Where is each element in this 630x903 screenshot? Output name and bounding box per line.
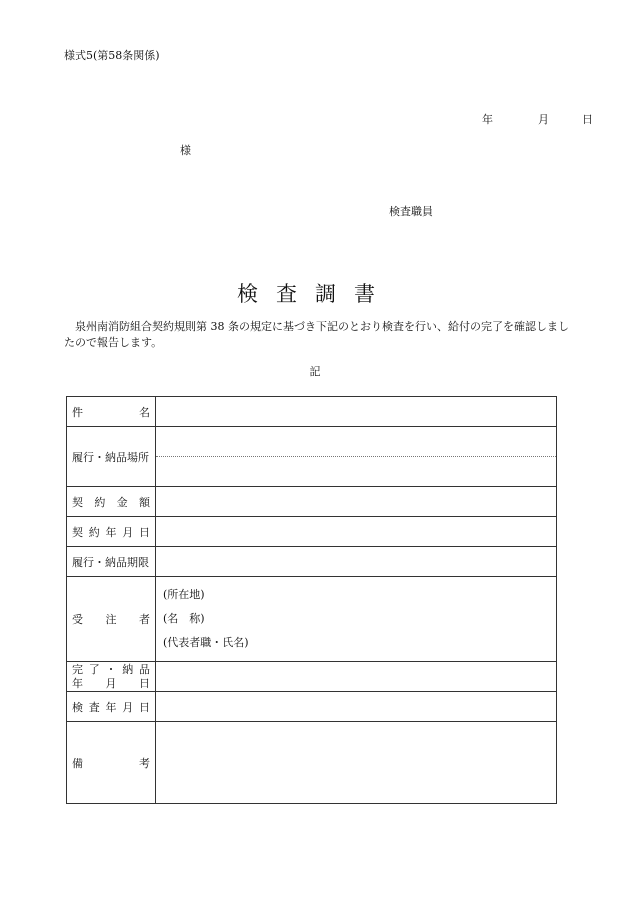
label-delivery-place: 履行・納品場所 (67, 427, 156, 487)
delivery-place-line-1[interactable] (156, 427, 556, 457)
value-contract-amount[interactable] (156, 487, 557, 517)
label-item-name: 件 名 (67, 397, 156, 427)
ki-heading: 記 (309, 365, 321, 378)
addressee-suffix: 様 (180, 144, 191, 157)
label-inspection-date: 検 査 年 月 日 (67, 692, 156, 722)
row-contract-date (67, 517, 557, 547)
value-remarks[interactable] (156, 722, 557, 804)
label-contract-date: 契 約 年 月 日 (67, 517, 156, 547)
row-delivery-place (67, 427, 557, 487)
document-title: 検査調書 (237, 282, 393, 306)
value-item-name[interactable] (156, 397, 557, 427)
date-day: 日 (582, 113, 593, 126)
row-contractor (67, 577, 557, 662)
value-contract-date[interactable] (156, 517, 557, 547)
row-item-name (67, 397, 557, 427)
row-contract-amount (67, 487, 557, 517)
form-number: 様式5(第58条関係) (64, 49, 160, 62)
label-contract-amount: 契 約 金 額 (67, 487, 156, 517)
label-delivery-deadline: 履行・納品期限 (67, 547, 156, 577)
row-inspection-date (67, 692, 557, 722)
contractor-name: (名 称) (163, 612, 205, 625)
value-delivery-place[interactable] (156, 427, 557, 487)
inspection-table (66, 396, 557, 804)
label-remarks: 備 考 (67, 722, 156, 804)
value-inspection-date[interactable] (156, 692, 557, 722)
row-remarks (67, 722, 557, 804)
date-year: 年 (482, 113, 493, 126)
inspector-label: 検査職員 (389, 205, 433, 218)
date-line (482, 111, 593, 127)
value-completion-date[interactable] (156, 662, 557, 692)
contractor-representative: (代表者職・氏名) (163, 636, 249, 649)
value-delivery-deadline[interactable] (156, 547, 557, 577)
value-contractor[interactable] (156, 577, 557, 662)
date-month: 月 (538, 113, 549, 126)
body-text: 泉州南消防組合契約規則第 38 条の規定に基づき下記のとおり検査を行い、給付の完了を確認しましたので報告します。 (64, 320, 569, 349)
row-delivery-deadline (67, 547, 557, 577)
contractor-address: (所在地) (163, 588, 205, 601)
label-contractor: 受 注 者 (67, 577, 156, 662)
label-completion-date: 完 了 ・ 納 品 年 月 日 (67, 662, 156, 692)
delivery-place-line-2[interactable] (156, 457, 556, 486)
row-completion-date (67, 662, 557, 692)
